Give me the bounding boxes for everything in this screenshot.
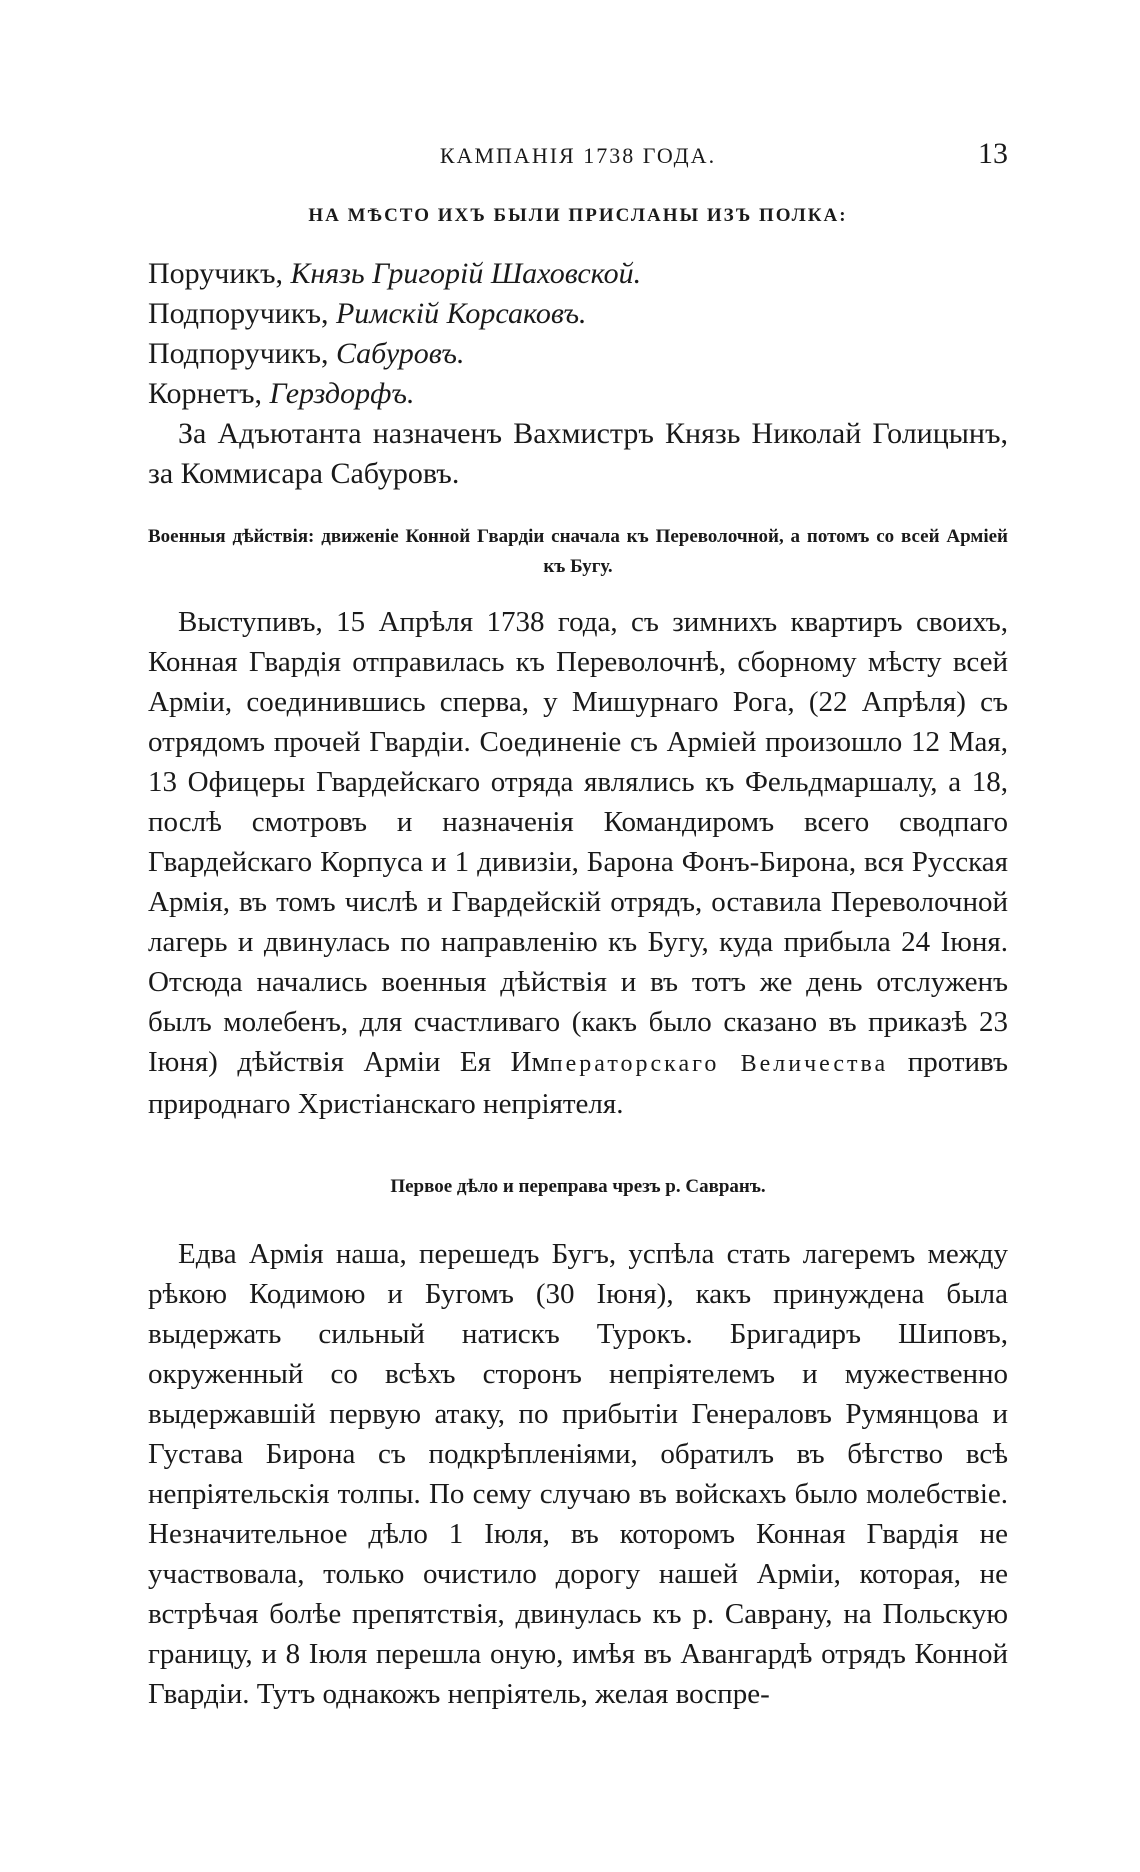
replacement-list [148,254,1008,414]
adjutant-paragraph: За Адъютанта назначенъ Вахмистръ Князь Николай Голицынъ, за Коммисара Сабуровъ. [148,417,1008,490]
list-item [148,374,1008,414]
officer-name: Римскій Корсаковъ. [335,297,587,330]
running-header [148,136,1008,176]
officer-name: Герздорфъ. [269,377,415,410]
section-heading-military-actions: Военныя дѣйствія: движеніе Конной Гвардіи сначала къ Переволочной, а потомъ со всей Арміей къ Бугу. [148,526,1008,577]
body-paragraph-battle: Едва Армія наша, перешедъ Бугъ, успѣла стать лагеремъ между рѣкою Кодимою и Бугомъ (30 Іюня), какъ принуждена была выдержать сильный натискъ Турокъ. Бригадиръ Шиповъ, окруженный со всѣхъ сторонъ непріятелемъ и мужественно выдержавшій первую атаку, по прибытіи Генераловъ Румянцова и Густава Бирона съ подкрѣпленіями, обратилъ въ бѣгство всѣ непріятельскія толпы. По сему случаю въ войскахъ было молебствіе. Незначительное дѣло 1 Іюля, въ которомъ Конная Гвардія не участвовала, только очистило дорогу нашей Арміи, которая, не встрѣчая болѣе препятствія, двинулась къ р. Саврану, на Польскую границу, и 8 Іюля перешла оную, имѣя въ Авангардѣ отрядъ Конной Гвардіи. Тутъ однакожъ непріятель, желая воспре- [148,1238,1008,1710]
list-item [148,254,1008,294]
list-item [148,334,1008,374]
page-number: 13 [978,137,1008,170]
rank: Поручикъ, [148,257,291,290]
paragraph-text: Выступивъ, 15 Апрѣля 1738 года, съ зимнихъ квартиръ своихъ, Конная Гвардія отправилась къ Переволочнѣ, сборному мѣсту всей Арміи, соединившись сперва, у Мишурнаго Рога, (22 Апрѣля) съ отрядомъ прочей Гвардіи. Соединеніе съ Арміей произошло 12 Мая, 13 Офицеры Гвардейскаго отряда являлись къ Фельдмаршалу, а 18, послѣ смотровъ и назначенія Командиромъ всего сводпаго Гвардейскаго Корпуса и 1 дивизіи, Барона Фонъ-Бирона, вся Русская Армія, въ томъ числѣ и Гвардейскій отрядъ, оставила Переволочной лагерь и двинулась по направленію къ Бугу, куда прибыла 24 Іюня. Отсюда начались военныя дѣйствія и въ тотъ же день отслуженъ былъ молебенъ, для счастливаго (какъ было сказано въ приказѣ 23 Іюня) дѣйствія Арміи Ея Им [148,606,1008,1078]
caps-phrase: ператорскаго Величества [549,1051,889,1077]
rank: Подпоручикъ, [148,337,336,370]
rank: Подпоручикъ, [148,297,336,330]
body-paragraph-advance [148,602,1008,1124]
officer-name: Сабуровъ. [335,337,465,370]
list-item [148,294,1008,334]
replacement-heading: НА МѢСТО ИХЪ БЫЛИ ПРИСЛАНЫ ИЗЪ ПОЛКА: [308,205,848,226]
rank: Корнетъ, [148,377,270,410]
section-heading-first-battle: Первое дѣло и переправа чрезъ р. Савранъ. [390,1176,766,1197]
officer-name: Князь Григорій Шаховской. [290,257,642,290]
running-title: КАМПАНІЯ 1738 ГОДА. [439,143,717,168]
paragraph-text: противъ природнаго Христіанскаго непріятеля. [148,1046,1009,1120]
